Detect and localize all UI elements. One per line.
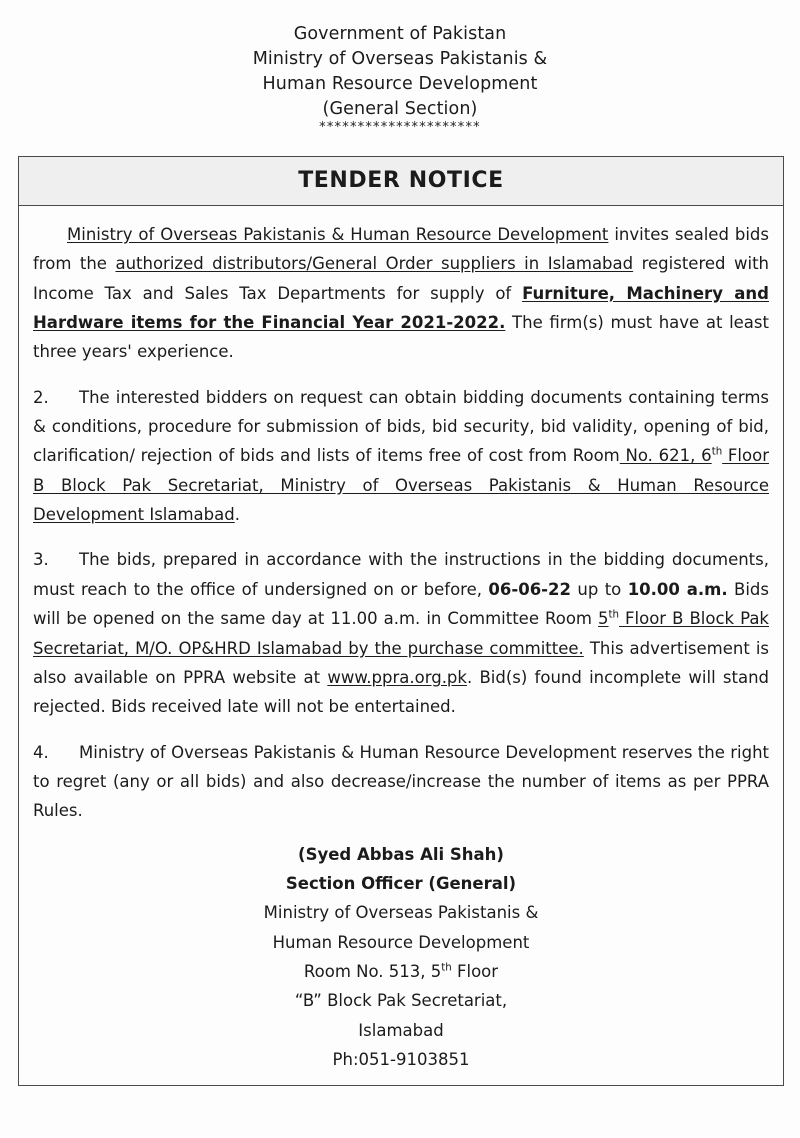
paragraph-2-number: 2. [33,387,49,407]
paragraph-4-number: 4. [33,742,49,762]
signatory-designation: Section Officer (General) [285,874,517,894]
paragraph-1-segment-2: invites sealed bids from the [33,224,769,274]
paragraph-3-segment-6: 5 [598,609,609,629]
paragraph-2-segment-1: The interested bidders on request can obtain bidding documents containing terms & conditions, procedure for submission of bids, bid security, bid validity, opening of bid, clarification/ rejection of bids and lists of items free of cost from Room [33,387,769,466]
paragraph-2 [33,383,769,530]
paragraph-4-segment-1: Ministry of Overseas Pakistanis & Human Resource Development reserves the right to regret (any or all bids) and also decrease/increase the number of items as per PPRA Rules. [33,742,769,821]
paragraph-3-segment-1: The bids, prepared in accordance with the instructions in the bidding documents, must reach to the office of undersigned on or before, [33,550,769,599]
signatory-name: (Syed Abbas Ali Shah) [298,844,504,864]
paragraph-3-segment-3: up to [571,579,628,599]
paragraph-1-segment-3: authorized distributors/General Order suppliers in Islamabad [115,254,634,274]
letterhead [0,0,800,138]
paragraph-1-segment-6: The firm(s) must have at least three years' experience. [33,312,769,362]
notice-body [19,206,783,1085]
signatory-room-post: Floor [451,962,499,982]
signatory-org-line-1: Ministry of Overseas Pakistanis & [263,903,539,923]
paragraph-3 [33,545,769,721]
paragraph-2-segment-4: . [234,505,240,525]
paragraph-1-supply-items: Furniture, Machinery and Hardware items for the Financial Year 2021-2022. [33,283,769,332]
paragraph-1-segment-4: registered with Income Tax and Sales Tax Departments for supply of [33,254,769,303]
paragraph-4 [33,738,769,826]
page-title: TENDER NOTICE [298,167,504,193]
letterhead-line-2: Ministry of Overseas Pakistanis & [252,48,548,69]
paragraph-3-ordinal-suffix: th [608,609,620,621]
paragraph-3-segment-8: This advertisement is also available on PPRA website at [33,638,770,687]
paragraph-3-deadline-time: 10.00 a.m. [627,579,728,599]
signature-block [33,840,769,1075]
paragraph-1-segment-1: Ministry of Overseas Pakistanis & Human Resource Development [67,224,609,244]
paragraph-2-segment-2: No. 621, 6 [619,446,712,466]
letterhead-line-1: Government of Pakistan [293,24,507,44]
letterhead-line-4: (General Section) [322,98,478,119]
letterhead-divider-asterisks: ********************* [319,120,481,136]
signatory-phone: Ph:051-9103851 [332,1050,470,1070]
paragraph-2-segment-3: Floor B Block Pak Secretariat, Ministry of Overseas Pakistanis & Human Resource Development Islamabad [33,446,769,525]
signatory-room-pre: Room No. 513, 5 [303,962,442,982]
signatory-room-ordinal-suffix: th [441,962,452,974]
paragraph-3-segment-5: Bids will be opened on the same day at 11.00 a.m. in Committee Room [33,579,770,629]
paragraph-3-segment-7: Floor B Block Pak Secretariat, M/O. OP&HRD Islamabad by the purchase committee. [33,609,769,658]
signatory-org-line-2: Human Resource Development [272,932,530,952]
signatory-city: Islamabad [358,1020,444,1040]
paragraph-1 [33,220,769,367]
tender-notice-box [18,156,784,1086]
ppra-website-link[interactable]: www.ppra.org.pk [327,667,467,687]
signatory-block: “B” Block Pak Secretariat, [294,991,508,1011]
letterhead-line-3: Human Resource Development [262,73,538,94]
signatory-room [33,957,769,986]
paragraph-3-segment-10: . Bid(s) found incomplete will stand rejected. Bids received late will not be entertained. [33,667,770,717]
paragraph-3-number: 3. [33,550,49,570]
paragraph-3-deadline-date: 06-06-22 [488,579,571,599]
notice-title-bar [19,157,783,206]
paragraph-2-ordinal-suffix: th [711,446,723,458]
